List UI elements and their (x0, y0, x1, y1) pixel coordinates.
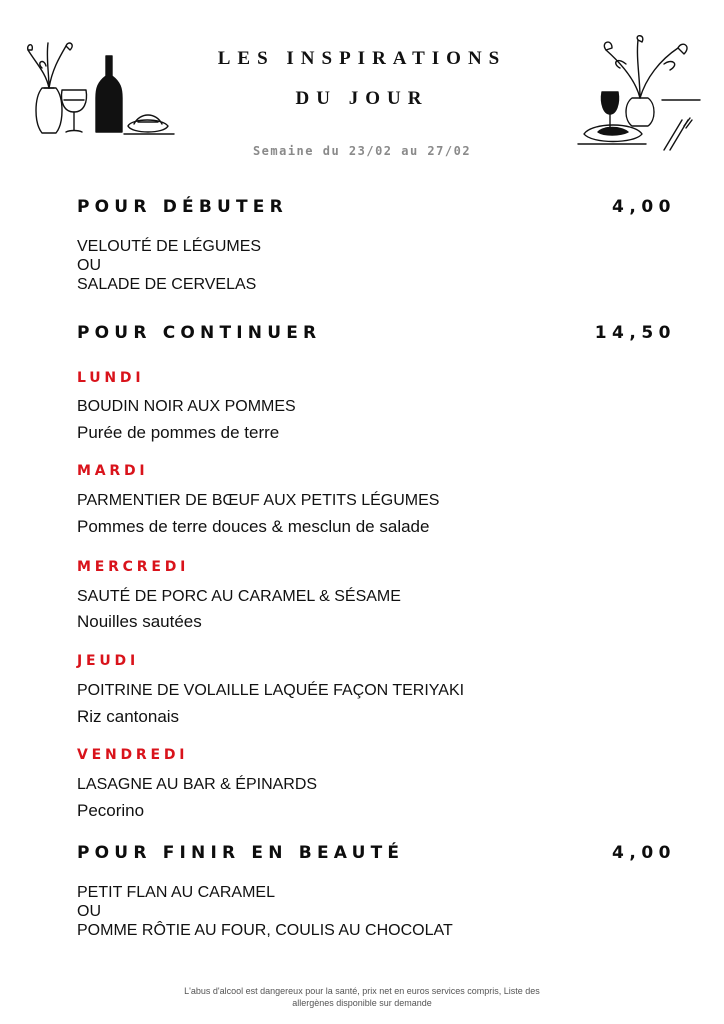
side-wednesday: Nouilles sautées (77, 612, 202, 631)
day-label-wednesday: MERCREDI (77, 559, 190, 575)
footer-disclaimer (120, 985, 604, 1009)
price-dessert: 4,00 (612, 843, 676, 863)
page-title-line-1: LES INSPIRATIONS (217, 48, 507, 69)
dish-friday: LASAGNE AU BAR & ÉPINARDS (77, 776, 318, 793)
dish-thursday: POITRINE DE VOLAILLE LAQUÉE FAÇON TERIYAKI (77, 682, 465, 699)
page-title-line-2: DU JOUR (295, 88, 429, 109)
starter-item: OU (77, 257, 101, 274)
day-label-tuesday: MARDI (77, 463, 149, 479)
side-thursday: Riz cantonais (77, 707, 180, 726)
price-main: 14,50 (594, 323, 676, 343)
dessert-item: PETIT FLAN AU CARAMEL (77, 884, 275, 901)
section-title-starter: POUR DÉBUTER (77, 197, 288, 217)
footer-line-2: allergènes disponible sur demande (292, 998, 432, 1008)
week-dates: Semaine du 23/02 au 27/02 (252, 144, 472, 158)
day-label-friday: VENDREDI (77, 747, 189, 763)
price-starter: 4,00 (612, 197, 676, 217)
dessert-item: OU (77, 903, 101, 920)
section-title-main: POUR CONTINUER (77, 323, 322, 343)
side-friday: Pecorino (77, 801, 145, 820)
starter-item: VELOUTÉ DE LÉGUMES (77, 238, 262, 255)
day-label-thursday: JEUDI (77, 653, 139, 669)
starter-item: SALADE DE CERVELAS (77, 276, 257, 293)
side-monday: Purée de pommes de terre (77, 423, 280, 442)
dish-wednesday: SAUTÉ DE PORC AU CARAMEL & SÉSAME (77, 588, 401, 605)
day-label-monday: LUNDI (77, 370, 145, 386)
footer-line-1: L'abus d'alcool est dangereux pour la santé, prix net en euros services compris, Liste des (184, 986, 540, 996)
dish-monday: BOUDIN NOIR AUX POMMES (77, 398, 296, 415)
dish-tuesday: PARMENTIER DE BŒUF AUX PETITS LÉGUMES (77, 492, 440, 509)
dessert-item: POMME RÔTIE AU FOUR, COULIS AU CHOCOLAT (77, 922, 453, 939)
side-tuesday: Pommes de terre douces & mesclun de salade (77, 517, 430, 536)
section-title-dessert: POUR FINIR EN BEAUTÉ (77, 843, 405, 863)
